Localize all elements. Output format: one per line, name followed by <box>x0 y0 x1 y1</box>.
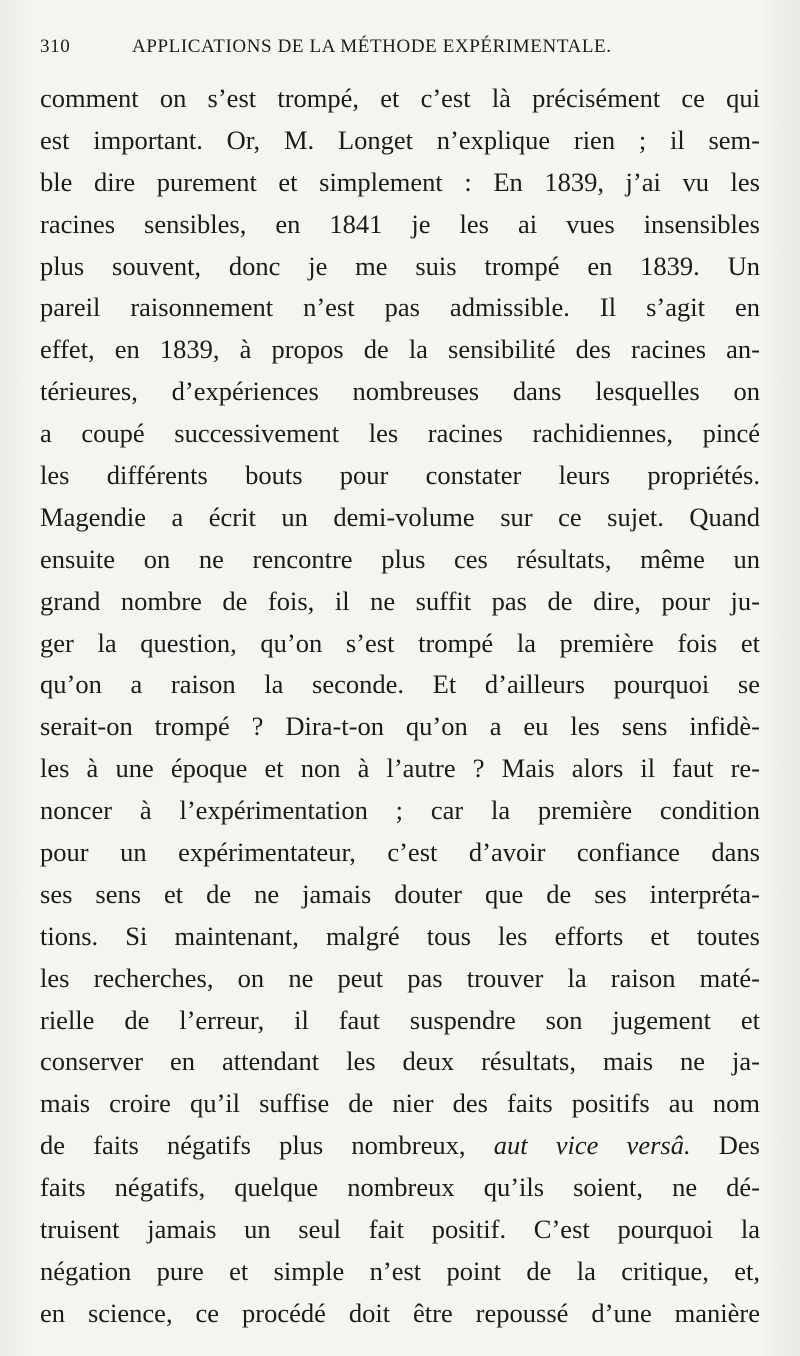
page-number: 310 <box>40 36 71 57</box>
text-line: noncer à l’expérimentation ; car la première condition <box>40 795 760 826</box>
text-line: pour un expérimentateur, c’est d’avoir confiance dans <box>40 837 760 868</box>
line-segment: Des <box>718 1130 760 1161</box>
text-line: comment on s’est trompé, et c’est là précisément ce qui <box>40 83 760 113</box>
body-text <box>40 78 760 1335</box>
text-line: les recherches, on ne peut pas trouver la raison maté- <box>40 962 760 993</box>
text-line: rielle de l’erreur, il faut suspendre son jugement et <box>40 1004 760 1035</box>
text-line: ger la question, qu’on s’est trompé la première fois et <box>40 627 760 658</box>
text-line: serait-on trompé ? Dira-t-on qu’on a eu les sens infidè- <box>40 711 760 742</box>
text-line: térieures, d’expériences nombreuses dans lesquelles on <box>40 376 760 407</box>
line-segment: de faits négatifs plus nombreux, <box>40 1130 466 1161</box>
text-line: négation pure et simple n’est point de la critique, et, <box>40 1255 760 1286</box>
text-line: ensuite on ne rencontre plus ces résultats, même un <box>40 543 760 574</box>
text-line: conserver en attendant les deux résultats, mais ne ja- <box>40 1046 760 1077</box>
text-line: les différents bouts pour constater leurs propriétés. <box>40 460 760 491</box>
text-line: en science, ce procédé doit être repoussé d’une manière <box>40 1297 760 1328</box>
text-line: racines sensibles, en 1841 je les ai vues insensibles <box>40 208 760 239</box>
text-line: truisent jamais un seul fait positif. C’est pourquoi la <box>40 1214 760 1245</box>
text-line: mais croire qu’il suffise de nier des faits positifs au nom <box>40 1088 760 1119</box>
text-line: a coupé successivement les racines rachidiennes, pincé <box>40 418 760 449</box>
text-line: ses sens et de ne jamais douter que de ses interpréta- <box>40 878 760 909</box>
running-head: APPLICATIONS DE LA MÉTHODE EXPÉRIMENTALE. <box>132 36 612 57</box>
text-line: est important. Or, M. Longet n’explique rien ; il sem- <box>40 124 760 155</box>
text-line: qu’on a raison la seconde. Et d’ailleurs pourquoi se <box>40 669 760 700</box>
italic-phrase: aut vice versâ. <box>493 1130 691 1161</box>
text-line: faits négatifs, quelque nombreux qu’ils soient, ne dé- <box>40 1172 760 1203</box>
text-line: pareil raisonnement n’est pas admissible. Il s’agit en <box>40 292 760 323</box>
text-line: effet, en 1839, à propos de la sensibilité des racines an- <box>40 334 760 365</box>
text-line-with-italic <box>40 1125 760 1167</box>
text-line: les à une époque et non à l’autre ? Mais alors il faut re- <box>40 753 760 784</box>
page-header <box>40 36 760 66</box>
text-line: tions. Si maintenant, malgré tous les efforts et toutes <box>40 920 760 951</box>
text-line: Magendie a écrit un demi-volume sur ce sujet. Quand <box>40 501 760 532</box>
text-line: grand nombre de fois, il ne suffit pas de dire, pour ju- <box>40 585 760 616</box>
text-line: ble dire purement et simplement : En 1839, j’ai vu les <box>40 166 760 197</box>
text-line: plus souvent, donc je me suis trompé en 1839. Un <box>40 250 760 281</box>
